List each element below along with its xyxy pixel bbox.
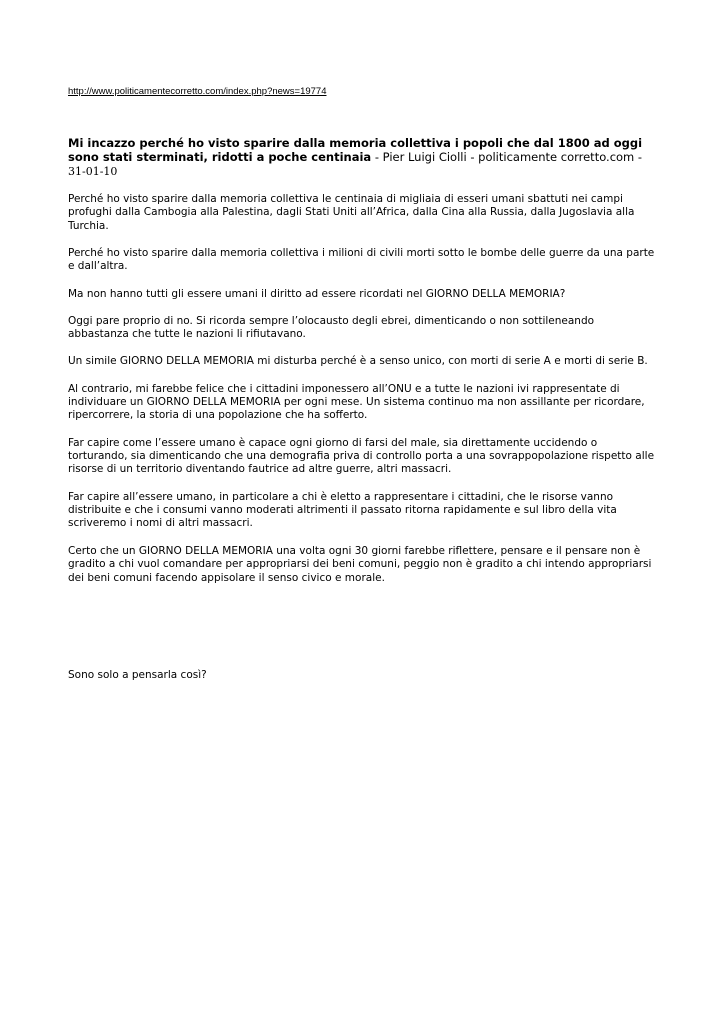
body-paragraph: Perché ho visto sparire dalla memoria collettiva i milioni di civili morti sotto le bombe delle guerre da una parte e dall’altra. (68, 247, 655, 273)
article-title: Mi incazzo perché ho visto sparire dalla memoria collettiva i popoli che dal 1800 ad oggi sono stati sterminati, ridotti a poche centinaia (68, 136, 643, 164)
heading-separator: - (371, 150, 383, 164)
article-body (68, 193, 658, 599)
source-url-link[interactable]: http://www.politicamentecorretto.com/index.php?news=19774 (68, 86, 327, 97)
heading-separator: - (466, 150, 479, 164)
closing-question: Sono solo a pensarla così? (68, 669, 207, 681)
body-paragraph: Un simile GIORNO DELLA MEMORIA mi disturba perché è a senso unico, con morti di serie A e morti di serie B. (68, 355, 648, 368)
body-paragraph: Far capire all’essere umano, in particolare a chi è eletto a rappresentare i cittadini, che le risorse vanno distribuite e che i consumi vanno moderati altrimenti il passato ritorna rapidamente e sul libro della vita scriveremo i nomi di altri massacri. (68, 490, 617, 530)
body-paragraph: Oggi pare proprio di no. Si ricorda sempre l’olocausto degli ebrei, dimenticando o non sottileneando abbastanza che tutte le nazioni li rifiutavano. (68, 314, 595, 341)
body-paragraph: Perché ho visto sparire dalla memoria collettiva le centinaia di migliaia di esseri umani sbattuti nei campi profughi dalla Cambogia alla Palestina, dagli Stati Uniti all’Africa, dalla Cina alla Russia, dalla Jugoslavia alla Turchia. (68, 193, 635, 232)
body-paragraph: Al contrario, mi farebbe felice che i cittadini imponessero all’ONU e a tutte le nazioni ivi rappresentate di individuare un GIORNO DELLA MEMORIA per ogni mese. Un sistema continuo ma non assillante per ricordare, ripercorrere, la storia di una popolazione che ha sofferto. (68, 382, 645, 422)
article-publication: politicamente corretto.com (478, 150, 635, 164)
article-author: Pier Luigi Ciolli (382, 150, 467, 164)
article-heading (68, 136, 658, 179)
body-paragraph: Far capire come l’essere umano è capace ogni giorno di farsi del male, sia direttamente uccidendo o torturando, sia dimenticando che una demografia priva di controllo porta a una sovrappopolazione rispetto alle risorse di un territorio diventando fautrice ad altre guerre, altri massacri. (68, 436, 655, 476)
heading-separator: - (634, 150, 643, 164)
body-paragraph: Certo che un GIORNO DELLA MEMORIA una volta ogni 30 giorni farebbe riflettere, pensare e il pensare non è gradito a chi vuol comandare per appropriarsi dei beni comuni, peggio non è gradito a chi intendo appropriarsi dei beni comuni facendo appisolare il senso civico e morale. (68, 544, 652, 584)
article-date: 31-01-10 (68, 165, 118, 178)
body-paragraph: Ma non hanno tutti gli essere umani il diritto ad essere ricordati nel GIORNO DELLA MEMORIA? (68, 287, 566, 300)
